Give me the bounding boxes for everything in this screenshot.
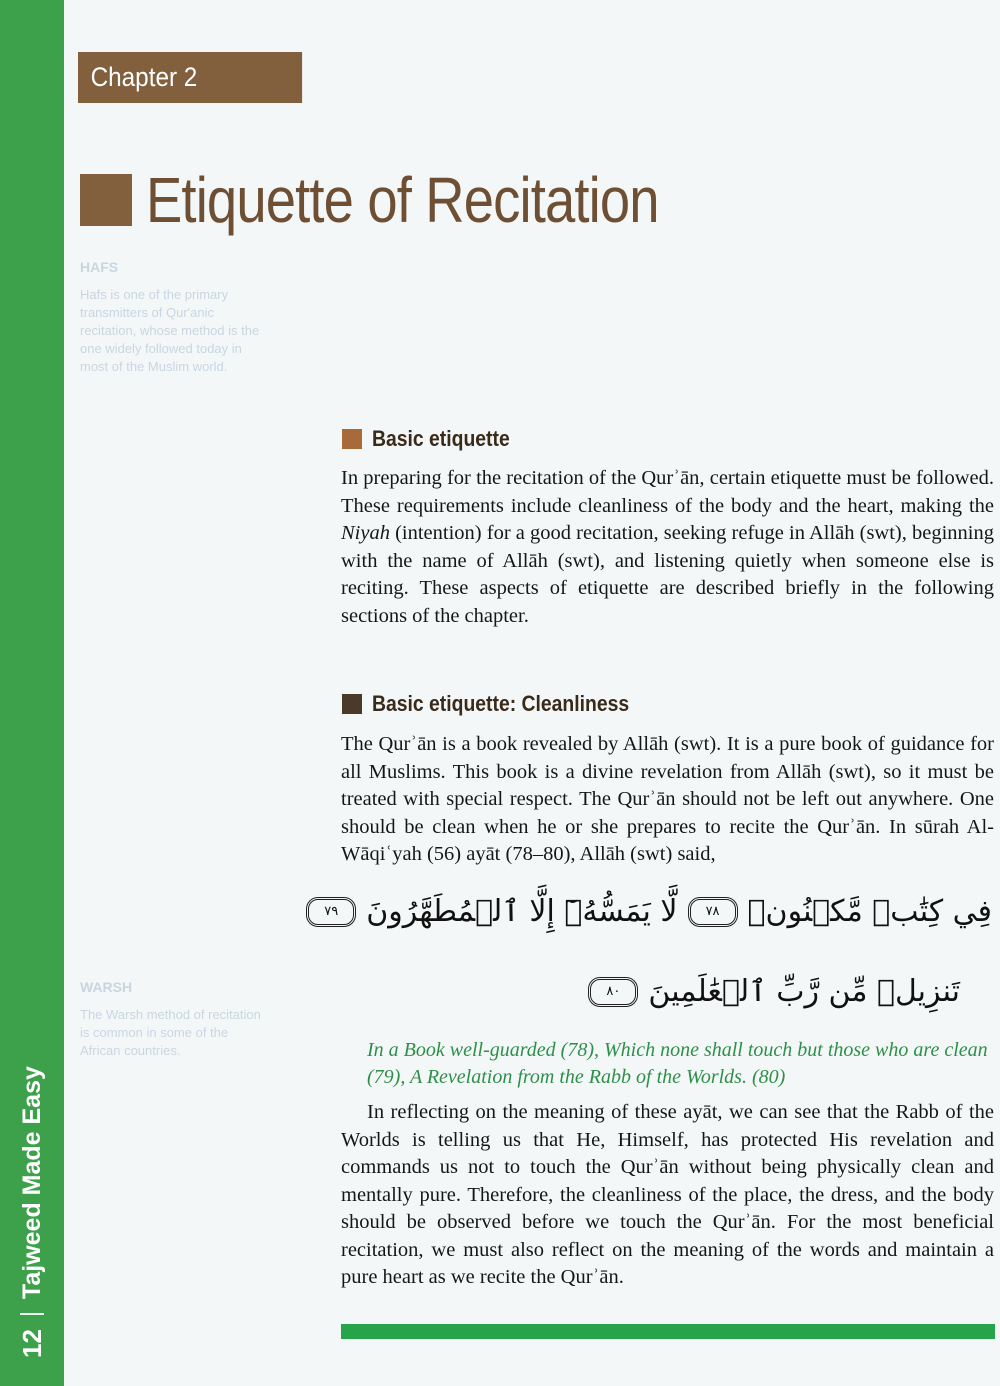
page-number: 12 (17, 1329, 47, 1358)
ayah-marker-icon: ٧٨ (688, 897, 738, 927)
side-separator (20, 1313, 44, 1315)
section-heading-cleanliness (342, 691, 664, 717)
margin-note-hafs (80, 258, 270, 376)
verse-line-1 (306, 894, 992, 929)
title-square-icon (80, 174, 132, 226)
margin-note-body: The Warsh method of recitation is common in some of the African countries. (80, 1007, 261, 1058)
paragraph-reflection: In reflecting on the meaning of these ayāt, we can see that the Rabb of the Worlds is telling us that He, Himself, has protected His revelation and commands us not to touch the Qurʾān without being physically clean and mentally pure. Therefore, the cleanliness of the place, the dress, and the body should be observed before we touch the Qurʾān. For the most beneficial recitation, we must also reflect on the meaning of the words and maintain a pure heart as we recite the Qurʾān. (341, 1101, 994, 1288)
verse-text: تَنزِيلٞ مِّن رَّبِّ ٱلۡعَٰلَمِينَ (648, 974, 960, 1009)
bottom-bar (341, 1324, 995, 1339)
section-heading-basic-etiquette (342, 426, 529, 452)
margin-note-warsh (80, 978, 270, 1060)
paragraph-emphasis: Niyah (341, 522, 390, 544)
verse-line-2 (588, 974, 960, 1009)
paragraph-text-start: In preparing for the recitation of the Qurʾān, certain etiquette must be followed. These requirements include cleanliness of the body and the heart, making the (341, 467, 994, 517)
margin-note-heading: WARSH (80, 979, 133, 995)
paragraph-text-end: (intention) for a good recitation, seeking refuge in Allāh (swt), beginning with the name of Allāh (swt), and listening quietly when someone else is reciting. These aspects of etiquette are described briefly in the following sections of the chapter. (341, 522, 994, 627)
ayah-marker-icon: ٨٠ (588, 977, 638, 1007)
side-label (10, 938, 54, 1358)
side-band (0, 0, 64, 1386)
chapter-tag: Chapter 2 (78, 52, 302, 103)
verse-text: لَّا يَمَسُّهُۥٓ إِلَّا ٱلۡمُطَهَّرُونَ (366, 894, 678, 929)
margin-note-body: Hafs is one of the primary transmitters of Qur'anic recitation, whose method is the one widely followed today in most of the Muslim world. (80, 287, 260, 374)
section-square-icon (342, 429, 362, 449)
paragraph-basic-etiquette (341, 465, 994, 630)
page-title-text: Etiquette of Recitation (146, 164, 659, 236)
section-square-icon (342, 694, 362, 714)
ayah-marker-icon: ٧٩ (306, 897, 356, 927)
verse-text: فِي كِتَٰبٖ مَّكۡنُونٖ (747, 894, 992, 929)
section-heading-text: Basic etiquette (372, 426, 510, 451)
page-title (80, 160, 749, 240)
section-heading-text: Basic etiquette: Cleanliness (372, 691, 630, 716)
verse-translation: In a Book well-guarded (78), Which none shall touch but those who are clean (79), A Revelation from the Rabb of the Worlds. (80) (367, 1039, 988, 1088)
book-title: Tajweed Made Easy (18, 1066, 46, 1300)
margin-note-heading: HAFS (80, 259, 119, 275)
paragraph-cleanliness: The Qurʾān is a book revealed by Allāh (swt). It is a pure book of guidance for all Muslims. This book is a divine revelation from Allāh (swt), so it must be treated with special respect. The Qurʾān should not be left out anywhere. One should be clean when he or she prepares to recite the Qurʾān. In sūrah Al-Wāqiʿyah (56) ayāt (78–80), Allāh (swt) said, (341, 733, 994, 865)
